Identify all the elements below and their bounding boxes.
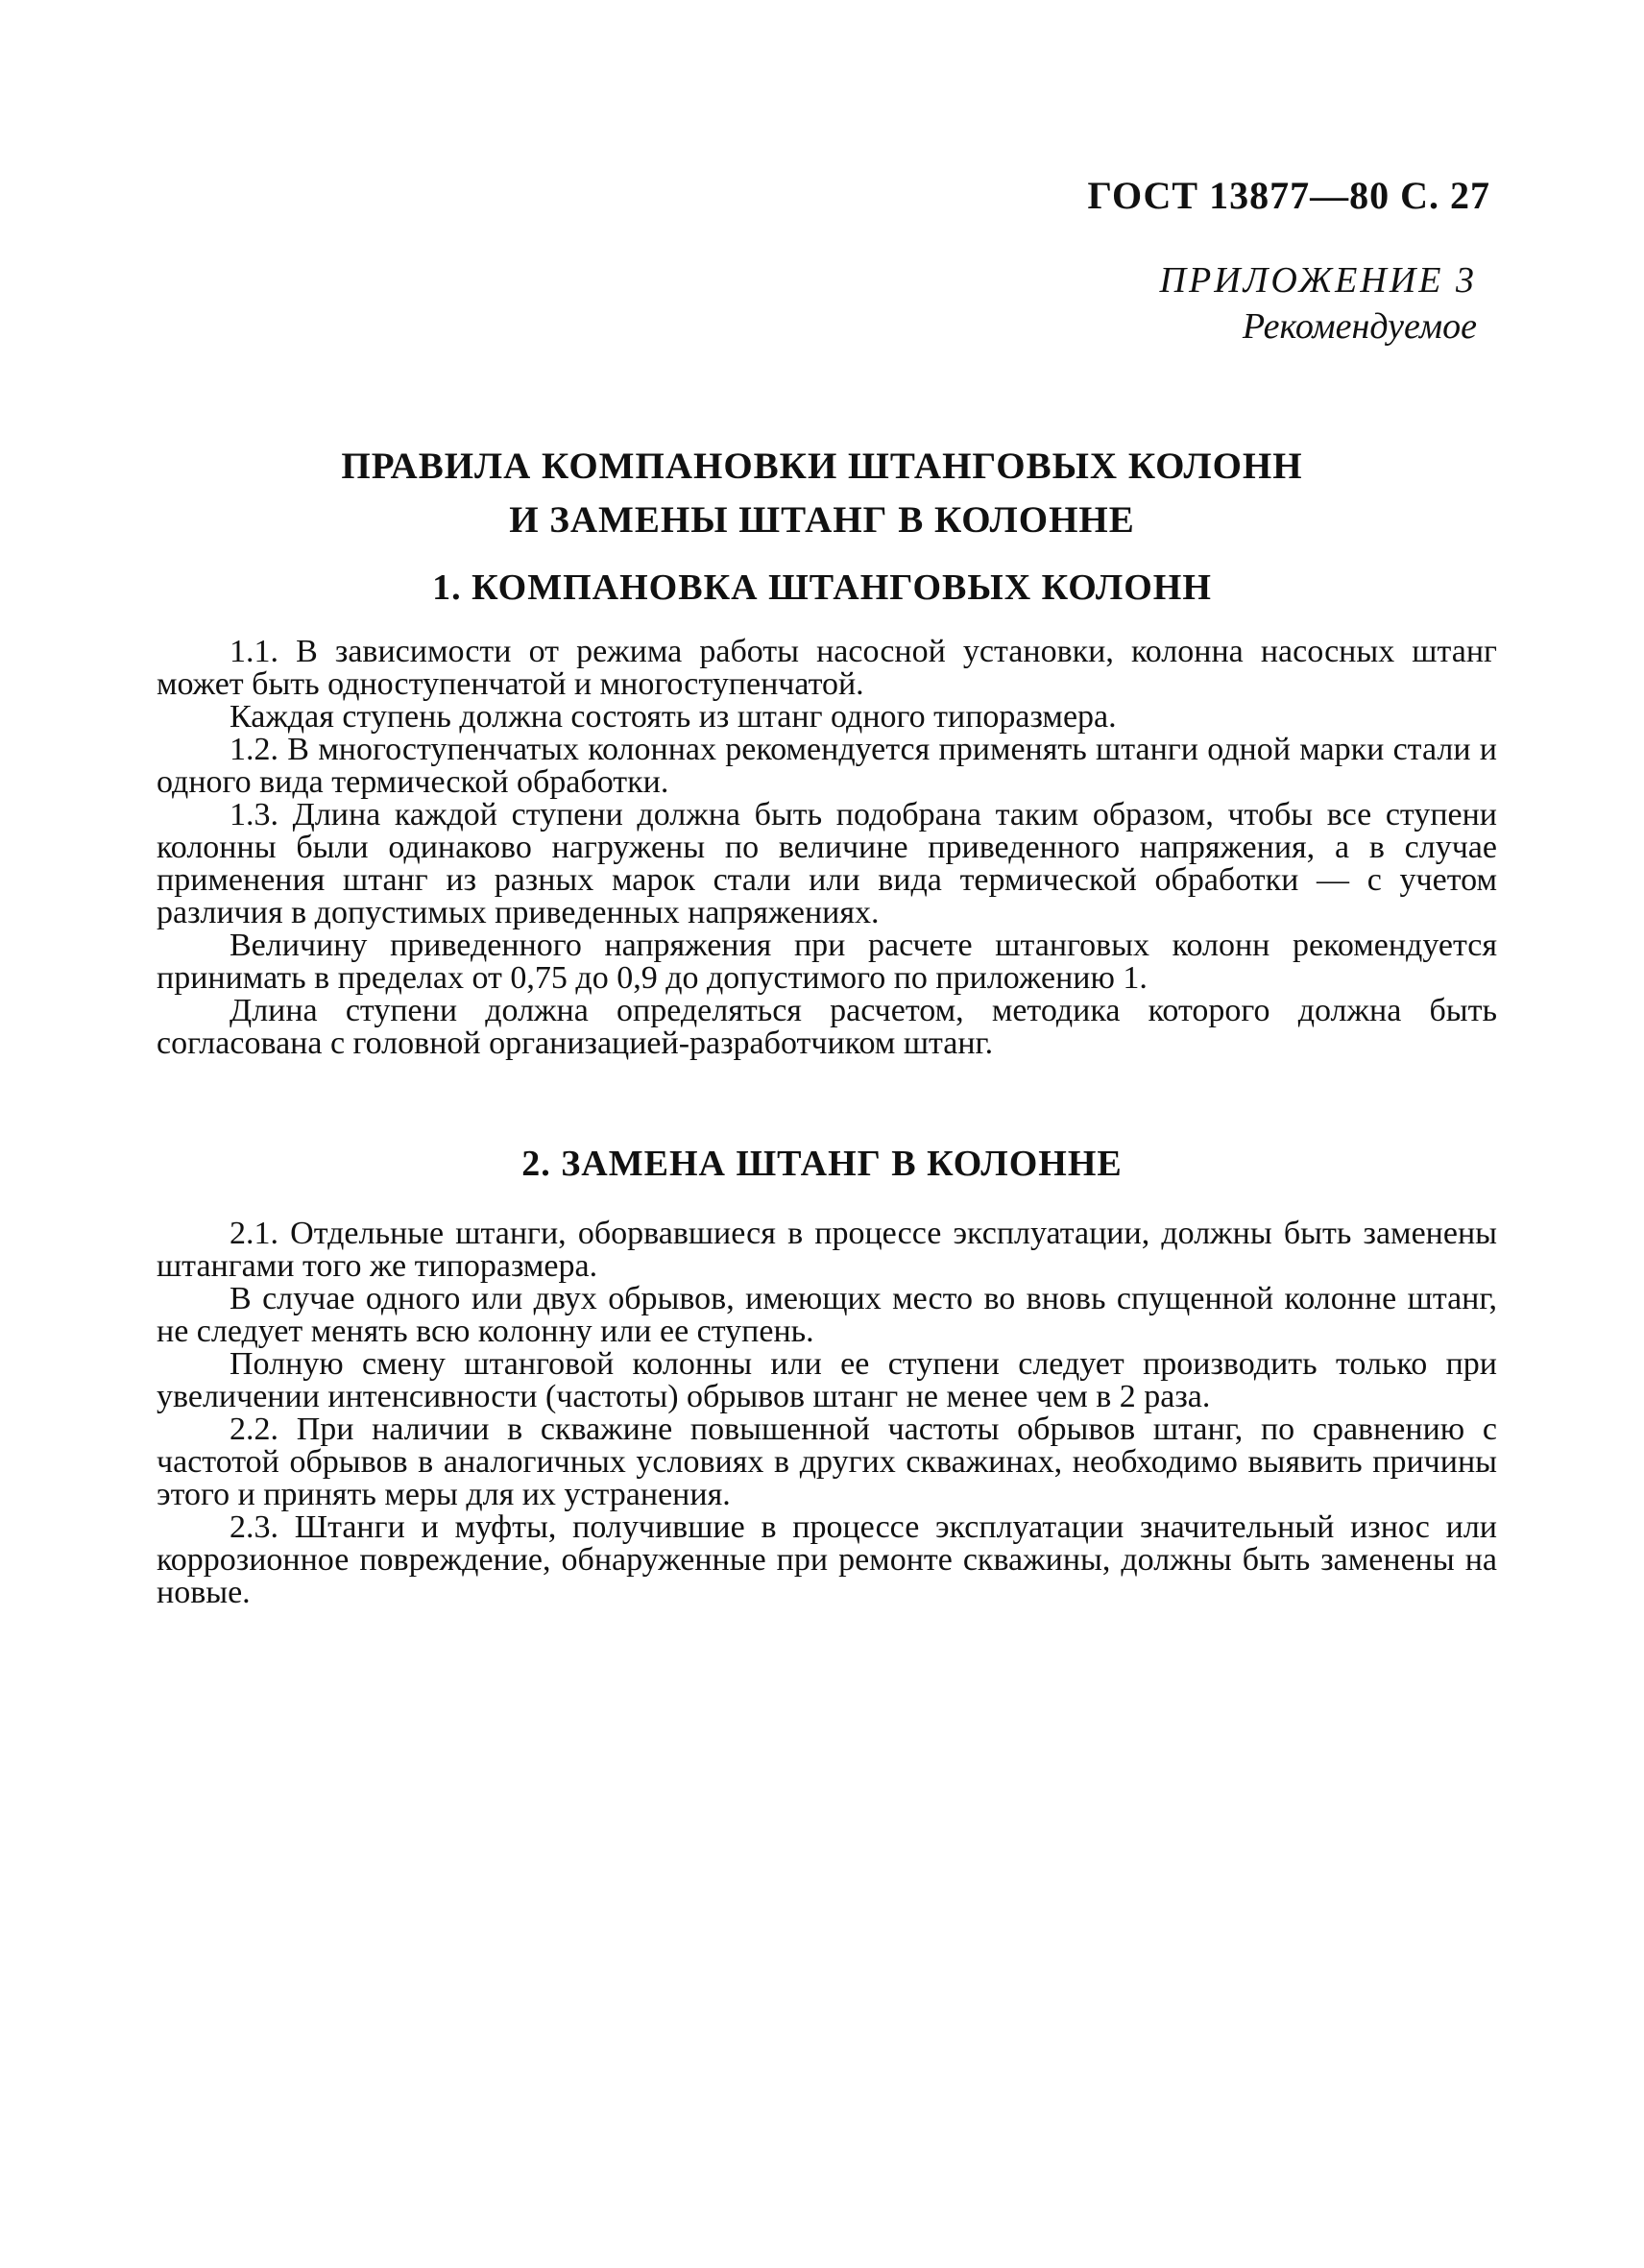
appendix-label <box>1160 257 1477 350</box>
paragraph-2-1: 2.1. Отдельные штанги, оборвавшиеся в процессе эксплуатации, должны быть заменены штангами того же типоразмера. <box>157 1216 1497 1284</box>
document-title <box>154 440 1490 547</box>
page-header: ГОСТ 13877—80 С. 27 <box>1087 174 1490 217</box>
paragraph-2-1c: Полную смену штанговой колонны или ее ступени следует производить только при увеличении интенсивности (частоты) обрывов штанг не менее чем в 2 раза. <box>157 1346 1497 1414</box>
paragraph-2-3: 2.3. Штанги и муфты, получившие в процессе эксплуатации значительный износ или коррозионное повреждение, обнаруженные при ремонте скважины, должны быть заменены на новые. <box>157 1509 1497 1610</box>
section-2-title: 2. ЗАМЕНА ШТАНГ В КОЛОННЕ <box>521 1144 1123 1184</box>
section-1-title: 1. КОМПАНОВКА ШТАНГОВЫХ КОЛОНН <box>432 567 1212 608</box>
paragraph-2-2: 2.2. При наличии в скважине повышенной частоты обрывов штанг, по сравнению с частотой обрывов в аналогичных условиях в других скважинах, необходимо выявить причины этого и принять меры для их устранения. <box>157 1411 1497 1512</box>
appendix-status: Рекомендуемое <box>1242 306 1477 347</box>
paragraph-1-3c: Длина ступени должна определяться расчетом, методика которого должна быть согласована с головной организацией-разработчиком штанг. <box>157 993 1497 1061</box>
section-2-body <box>157 1218 1497 1609</box>
paragraph-2-1b: В случае одного или двух обрывов, имеющих место во вновь спущенной колонне штанг, не следует менять всю колонну или ее ступень. <box>157 1281 1497 1349</box>
section-1-body <box>157 636 1497 1060</box>
document-title-line-1: ПРАВИЛА КОМПАНОВКИ ШТАНГОВЫХ КОЛОНН <box>341 446 1303 487</box>
paragraph-1-3b: Величину приведенного напряжения при расчете штанговых колонн рекомендуется принимать в пределах от 0,75 до 0,9 до допустимого по приложению 1. <box>157 928 1497 996</box>
paragraph-1-1b: Каждая ступень должна состоять из штанг одного типоразмера. <box>230 699 1117 735</box>
paragraph-1-1: 1.1. В зависимости от режима работы насосной установки, колонна насосных штанг может быть одноступенчатой и многоступенчатой. <box>157 634 1497 702</box>
document-title-line-2: И ЗАМЕНЫ ШТАНГ В КОЛОННЕ <box>509 499 1135 541</box>
paragraph-1-2: 1.2. В многоступенчатых колоннах рекомендуется применять штанги одной марки стали и одного вида термической обработки. <box>157 732 1497 800</box>
appendix-title: ПРИЛОЖЕНИЕ 3 <box>1159 260 1477 301</box>
paragraph-1-3: 1.3. Длина каждой ступени должна быть подобрана таким образом, чтобы все ступени колонны были одинаково нагружены по величине приведенного напряжения, а в случае применения штанг из разных марок стали или вида термической обработки — с учетом различия в допустимых приведенных напряжениях. <box>157 797 1497 930</box>
